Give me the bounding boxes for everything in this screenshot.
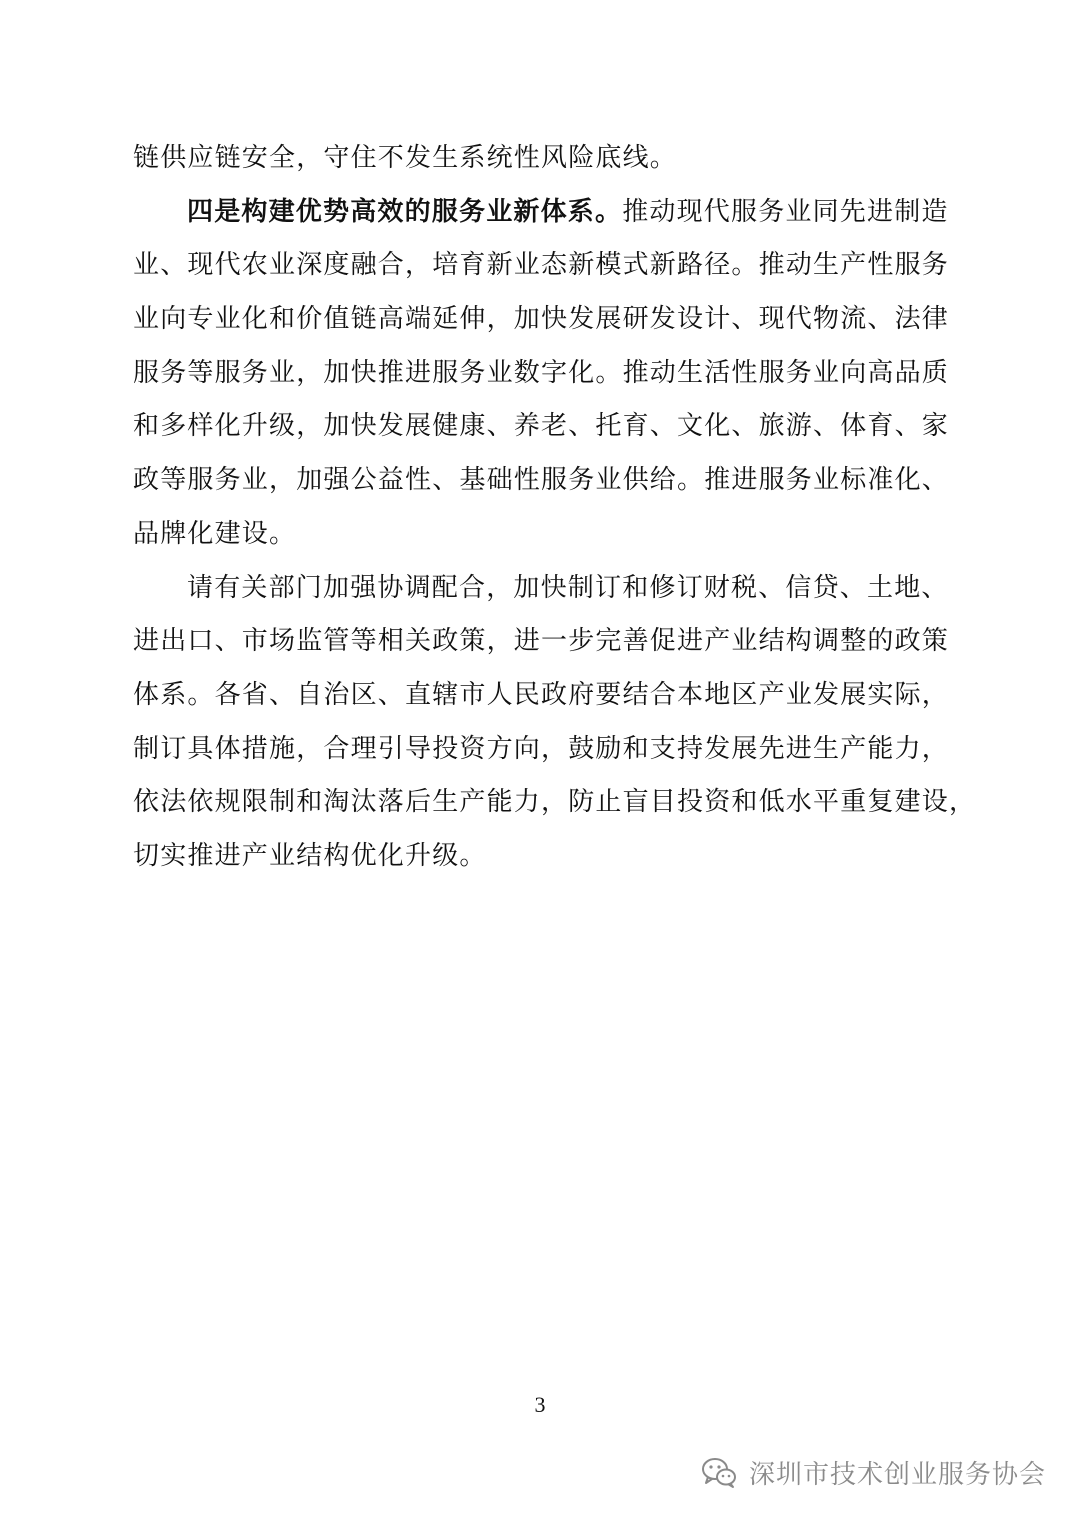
text-line [133,186,953,240]
text-line: 制订具体措施，合理引导投资方向，鼓励和支持发展先进生产能力， [133,733,950,764]
document-body [133,132,977,884]
bold-heading-phrase: 四是构建优势高效的服务业新体系。 [187,196,623,227]
text-line: 体系。各省、自治区、直辖市人民政府要结合本地区产业发展实际， [133,679,950,710]
text-line: 链供应链安全，守住不发生系统性风险底线。 [133,143,678,173]
watermark [699,1452,1046,1492]
page-number: 3 [534,1392,546,1417]
text-line: 依法依规限制和淘汰落后生产能力，防止盲目投资和低水平重复建设， [133,787,977,818]
text-line: 切实推进产业结构优化升级。 [133,840,487,871]
text-line: 服务等服务业，加快推进服务业数字化。推动生活性服务业向高品质 [133,357,950,388]
watermark-text: 深圳市技术创业服务协会 [748,1459,1046,1490]
text-line: 政等服务业，加强公益性、基础性服务业供给。推进服务业标准化、 [133,465,950,496]
text-span: 推动现代服务业同先进制造 [622,196,949,227]
wechat-icon [699,1452,739,1492]
text-line: 业、现代农业深度融合，培育新业态新模式新路径。推动生产性服务 [133,250,950,281]
text-line: 业向专业化和价值链高端延伸，加快发展研发设计、现代物流、法律 [133,304,950,335]
text-line: 和多样化升级，加快发展健康、养老、托育、文化、旅游、体育、家 [133,411,950,442]
text-line: 品牌化建设。 [133,518,297,549]
text-line: 请有关部门加强协调配合，加快制订和修订财税、信贷、土地、 [187,572,949,603]
text-line: 进出口、市场监管等相关政策，进一步完善促进产业结构调整的政策 [133,626,950,657]
